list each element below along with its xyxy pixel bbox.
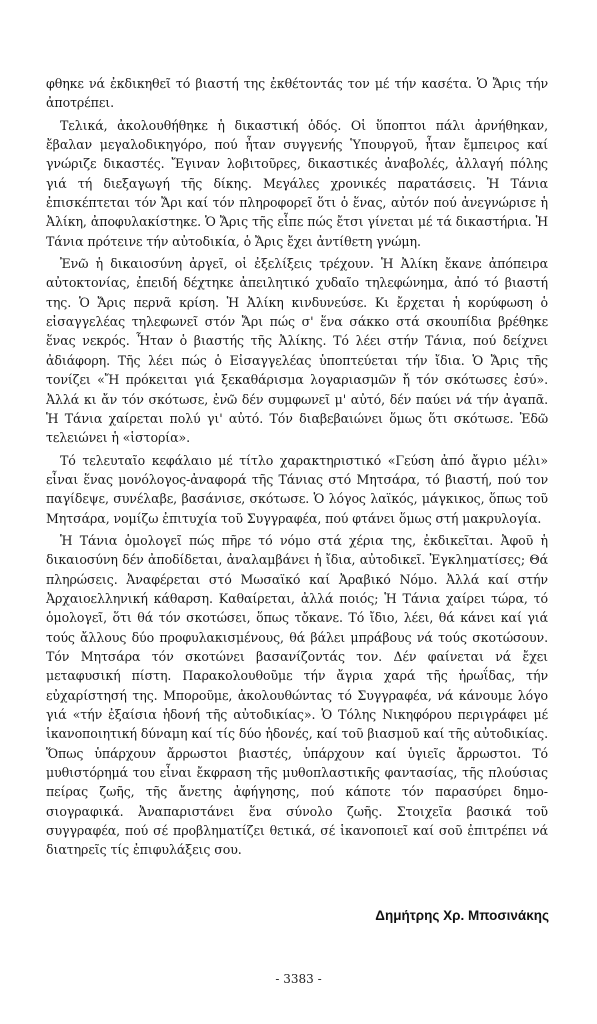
paragraph: Ἐνῶ ἡ δικαιοσύνη ἀργεῖ, οἱ ἐξελίξεις τρέχουν. Ἡ Ἀλίκη ἔκανε ἀπόπειρα αὐτοκτονίας, ἐπειδή δέχτηκε ἀπειλητικό χυδαῖο τηλεφώνημα, ἀπό τό βιαστή της. Ὁ Ἄρις περνᾶ κρίση. Ἡ Ἀλίκη κινδυνεύσε. Κι ἔρχεται ἡ κορύφωση ὁ εἰσαγγελέας τηλεφωνεῖ στόν Ἄρι πώς σ' ἕνα σάκκο στά σκουπίδια βρέθηκε ἕνας νεκρός. Ἦταν ὁ βιαστής τῆς Ἀλίκης. Τό λέει στήν Τάνια, πού δείχνει ἀδιάφορη. Τῆς λέει πώς ὁ Εἰσαγγελέας ὑποπτεύεται τήν ἴδια. Ὁ Ἄρις τῆς τονίζει «Ἤ πρόκειται γιά ξεκαθάρισμα λογαριασμῶν ἤ τόν σκότωσες ἐσύ». Ἀλλά κι ἄν τόν σκότωσε, ἐνῶ δέν συμφωνεῖ μ' αὐτό, δέν παύει νά τήν ἀγαπᾶ. Ἡ Τάνια χαίρεται πολύ γι' αὐτό. Τόν διαβεβαιώνει ὅμως ὅτι σκότωσε. Ἐδῶ τελειώνει ἡ «ἱστορία». (46, 256, 548, 446)
author-signature: Δημήτρης Χρ. Μποσινάκης (375, 908, 549, 923)
article-body (46, 74, 548, 863)
paragraph: Τό τελευταῖο κεφάλαιο μέ τίτλο χαρακτηριστικό «Γεύση ἀπό ἄγριο μέλι» εἶναι ἕνας μονόλογος-ἀναφορά τῆς Τάνιας στό Μητσάρα, τό βιαστή, πού τον παγίδεψε, συνέλαβε, βασάνισε, σκότωσε. Ὁ λόγος λαϊκός, μάγκικος, ὅπως τοῦ Μητσάρα, νομίζω ἐπιτυχία τοῦ Συγγραφέα, πού φτάνει ὅμως στή μακρυλογία. (46, 452, 548, 526)
paragraph: Τελικά, ἀκολουθήθηκε ἡ δικαστική ὁδός. Οἱ ὕποπτοι πάλι ἀρνήθηκαν, ἔβαλαν μεγαλοδικηγόρο, πού ἦταν συγγενής Ὑπουργοῦ, ἦταν ἔμπειρος καί γνώριζε δικαστές. Ἔγιναν λοβιτοῦρες, δικαστικές ἀναβολές, ἀλλαγή πόλης γιά τή διεξαγωγή τῆς δίκης. Μεγάλες χρονικές παρατάσεις. Ἡ Τάνια ἐπισκέπτεται τόν Ἄρι καί τόν πληροφορεῖ ὅτι ὁ ἕνας, αὐτόν πού ἀνεγνώρισε ἡ Ἀλίκη, ἀποφυλακίστηκε. Ὁ Ἄρις τῆς εἶπε πώς ἔτσι γίνεται μέ τά δικαστήρια. Ἡ Τάνια πρότεινε τήν αὐτοδικία, ὁ Ἄρις ἔχει ἀντίθετη γνώμη. (46, 117, 548, 249)
page-number: - 3383 - (275, 972, 322, 986)
paragraph: Ἡ Τάνια ὁμολογεῖ πώς πῆρε τό νόμο στά χέρια της, ἐκδικεῖται. Ἀφοῦ ἡ δικαιοσύνη δέν ἀποδίδεται, ἀναλαμβάνει ἡ ἴδια, αὐτοδικεῖ. Ἐγκληματίσες; Θά πληρώσεις. Ἀναφέρεται στό Μωσαϊκό καί Ἀραβικό Νόμο. Ἀλλά καί στήν Ἀρχαιοελληνική κάθαρση. Καθαίρεται, ἀλλά ποιός; Ἡ Τάνια χαίρει τώρα, τό ὁμολογεῖ, ὅτι θά τόν σκοτώσει, ὅπως τὄκανε. Τό ἴδιο, λέει, θά κάνει καί γιά τούς ἄλλους δύο προφυλακισμένους, θά βάλει μπράβους νά τούς σκοτώσουν. Τόν Μητσάρα τόν σκοτώνει βασανίζοντάς τον. Δέν φαίνεται νά ἔχει μεταφυσική πίστη. Παρακολουθοῦμε τήν ἄγρια χαρά τῆς ἡρωΐδας, τήν εὐχαρίστησή της. Μποροῦμε, ἀκολουθώντας τό Συγγραφέα, νά κάνουμε λόγο γιά «τήν ἐξαίσια ἡδονή τῆς αὐτοδικίας». Ὁ Τόλης Νικηφόρου περιγράφει μέ ἱκανοποιητική δύναμη καί τίς δύο ἡδονές, καί τοῦ βιασμοῦ καί τῆς αὐτοδικίας. Ὅπως ὑπάρχουν ἄρρωστοι βιαστές, ὑπάρχουν καί ὑγιεῖς ἄρρωστοι. Τό μυθιστόρημά του εἶναι ἔκφραση τῆς μυθοπλαστικῆς φαντασίας, τῆς πλούσιας πείρας ζωῆς, τῆς ἄνετης ἀφήγησης, πού κάποτε τόν παρασύρει δημοσιογραφικά. Ἀναπαριστάνει ἕνα σύνολο ζωῆς. Στοιχεῖα βασικά τοῦ συγγραφέα, πού σέ προβληματίζει θετικά, σέ ἱκανοποιεῖ καί σοῦ ἐπιτρέπει νά διατηρεῖς τίς ἐπιφυλάξεις σου. (46, 532, 548, 858)
paragraph: φθηκε νά ἐκδικηθεῖ τό βιαστή της ἐκθέτοντάς τον μέ τήν κασέτα. Ὁ Ἄρις τήν ἀποτρέπει. (46, 76, 548, 111)
